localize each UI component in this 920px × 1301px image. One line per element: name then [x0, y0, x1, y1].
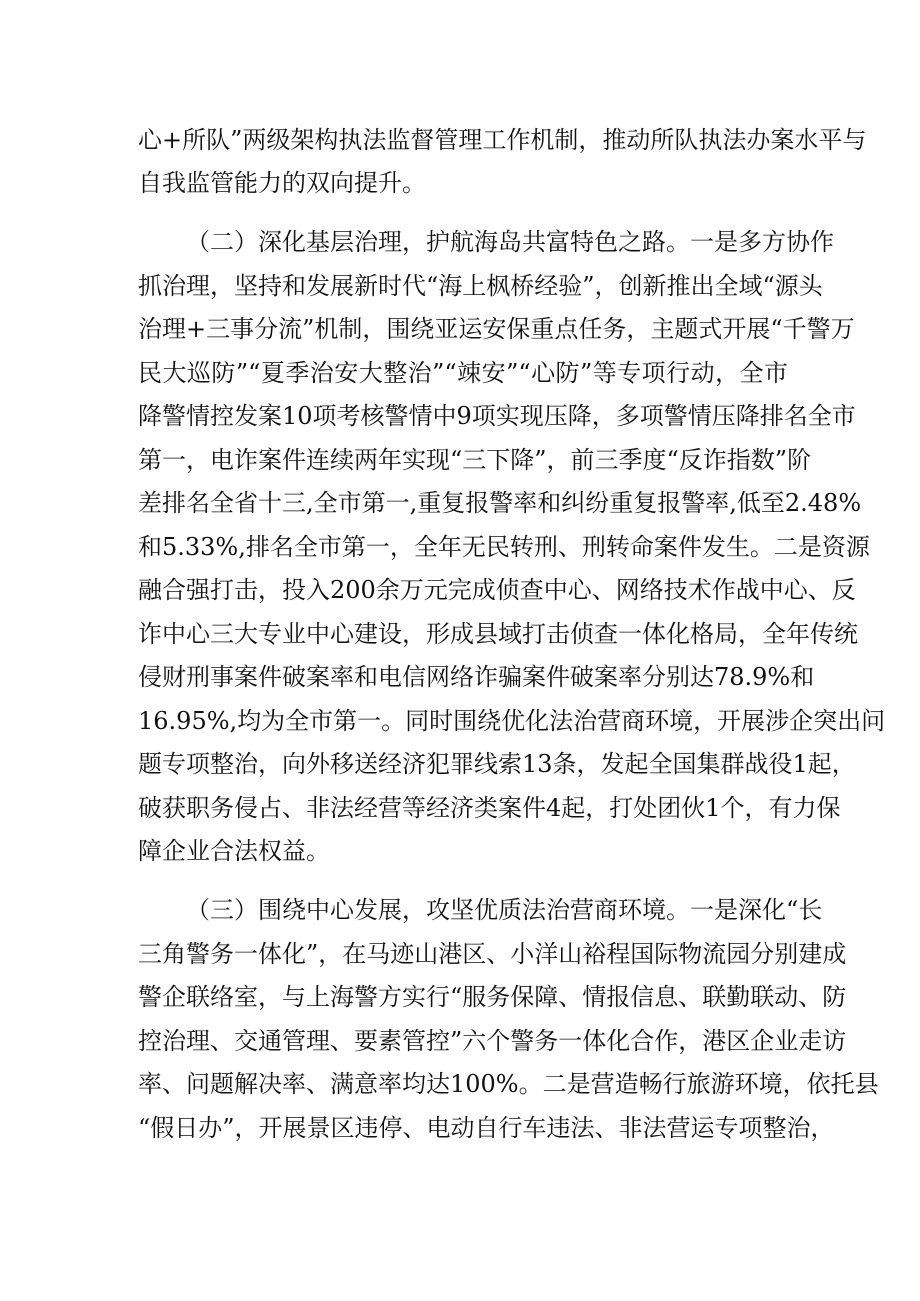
text-line: 差排名全省十三,全市第一,重复报警率和纠纷重复报警率,低至2.48% — [138, 489, 862, 517]
text-line: “假日办”，开展景区违停、电动自行车违法、非法营运专项整治， — [138, 1114, 835, 1142]
section-heading-line: （二）深化基层治理，护航海岛共富特色之路。一是多方协作 — [186, 228, 834, 256]
text-line: 三角警务一体化”，在马迹山港区、小洋山裕程国际物流园分别建成 — [138, 940, 847, 968]
text-line: 自我监管能力的双向提升。 — [138, 169, 426, 197]
text-line: 民大巡防”“夏季治安大整治”“竦安”“心防”等专项行动，全市 — [138, 359, 788, 387]
text-line: 和5.33%,排名全市第一，全年无民转刑、刑转命案件发生。二是资源 — [138, 533, 870, 561]
section-heading-line: （三）围绕中心发展，攻坚优质法治营商环境。一是深化“长 — [186, 896, 823, 924]
text-line: 诈中心三大专业中心建设，形成县域打击侦查一体化格局，全年传统 — [138, 620, 858, 648]
text-line: 16.95%,均为全市第一。同时围绕优化法治营商环境，开展涉企突出问 — [138, 707, 886, 735]
text-line: 控治理、交通管理、要素管控”六个警务一体化合作，港区企业走访 — [138, 1027, 847, 1055]
text-line: 抓治理，坚持和发展新时代“海上枫桥经验”，创新推出全域“源头 — [138, 272, 823, 300]
text-line: 治理+三事分流”机制，围绕亚运安保重点任务，主题式开展“千警万 — [138, 315, 855, 343]
text-line: 侵财刑事案件破案率和电信网络诈骗案件破案率分别达78.9%和 — [138, 663, 815, 691]
text-line: 破获职务侵占、非法经营等经济类案件4起，打处团伙1个，有力保 — [138, 794, 841, 822]
text-line: 率、问题解决率、满意率均达100%。二是营造畅行旅游环境，依托县 — [138, 1070, 879, 1098]
text-line: 警企联络室，与上海警方实行“服务保障、情报信息、联勤联动、防 — [138, 983, 847, 1011]
text-line: 心+所队”两级架构执法监督管理工作机制，推动所队执法办案水平与 — [138, 126, 867, 154]
text-line: 降警情控发案10项考核警情中9项实现压降，多项警情压降排名全市 — [138, 402, 856, 430]
text-line: 障企业合法权益。 — [138, 837, 330, 865]
text-line: 题专项整治，向外移送经济犯罪线索13条，发起全国集群战役1起， — [138, 750, 856, 778]
text-line: 融合强打击，投入200余万元完成侦查中心、网络技术作战中心、反 — [138, 576, 856, 604]
text-line: 第一，电诈案件连续两年实现“三下降”，前三季度“反诈指数”阶 — [138, 446, 812, 474]
